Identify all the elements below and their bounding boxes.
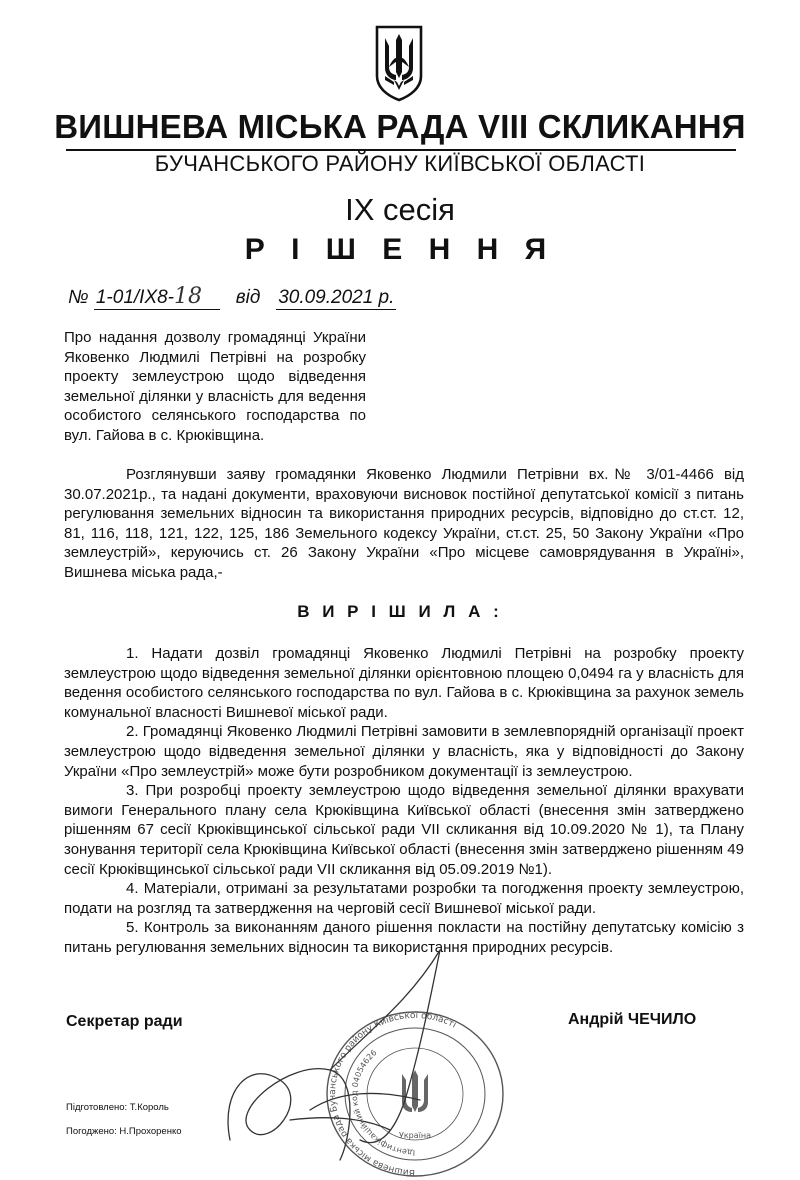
seal-code-text: Ідентифікаційний код 04054626 bbox=[349, 1048, 416, 1158]
council-title: ВИШНЕВА МІСЬКА РАДА VIII СКЛИКАННЯ bbox=[54, 108, 746, 145]
signer-name: Андрій ЧЕЧИЛО bbox=[568, 1011, 697, 1028]
from-label: від bbox=[235, 287, 261, 308]
signer-role: Секретар ради bbox=[66, 1013, 183, 1030]
decision-item: 5. Контроль за виконанням даного рішення покласти на постійну депутатську комісію з питань регулювання земельних відносин та використання природних ресурсів. bbox=[64, 919, 744, 956]
decision-date: 30.09.2021 р. bbox=[278, 287, 395, 308]
seal-outer-text: Вишнева міська рада Бучанського району Київської області bbox=[328, 1010, 458, 1178]
agreed-by: Погоджено: Н.Прохоренко bbox=[66, 1126, 182, 1137]
decision-item: 3. При розробці проекту землеустрою щодо відведення земельної ділянки врахувати вимоги Генерального плану села Крюківщина Київської області (внесення змін затверджено рішенням 67 сесії Крюківщинської сільської ради VII скликання від 10.09.2020 № 1), та Плану зонування території села Крюківщина Київської області (внесення змін затверджено рішенням 49 сесії Крюківщинської сільської ради VII скликання від 05.09.2019 №1). bbox=[64, 782, 744, 878]
handwritten-number: 18 bbox=[174, 284, 203, 309]
decision-subject: Про надання дозволу громадянці України Яковенко Людмилі Петрівні на розробку проекту землеустрою щодо відведення земельної ділянки у власність для ведення особистого селянського господарства по вул. Гайова в с. Крюківщина. bbox=[64, 329, 366, 444]
decision-number-value: 1-01/IX8- bbox=[95, 287, 175, 308]
resolved-heading: В И Р І Ш И Л А : bbox=[297, 602, 503, 621]
decision-number bbox=[94, 284, 220, 310]
number-sign: № bbox=[68, 287, 89, 308]
decision-item: 2. Громадянці Яковенко Людмилі Петрівні замовити в землевпорядній організації проект землеустрою щодо відведення земельної ділянки у власність, яка у відповідності до Закону України «Про землеустрій» може бути розробником документації із землеустрою. bbox=[64, 723, 744, 780]
district-title: БУЧАНСЬКОГО РАЙОНУ КИЇВСЬКОЇ ОБЛАСТІ bbox=[154, 151, 646, 176]
seal-country: Україна bbox=[398, 1131, 432, 1140]
session-title: IX сесія bbox=[345, 192, 455, 227]
decision-items bbox=[64, 644, 744, 958]
decision-preamble: Розглянувши заяву громадянки Яковенко Людмили Петрівни вх.№ 3/01-4466 від 30.07.2021р., та надані документи, враховуючи висновок постійної депутатської комісії з питань регулювання земельних відносин та використання природних ресурсів, відповідно до ст.ст. 12, 81, 116, 118, 121, 122, 125, 186 Земельного кодексу України, ст.ст. 25, 50 Закону України «Про землеустрій», керуючись ст. 26 Закону України «Про місцеве самоврядування в Україні», Вишнева міська рада,- bbox=[64, 466, 744, 581]
decision-item: 1. Надати дозвіл громадянці Яковенко Людмилі Петрівні на розробку проекту землеустрою щодо відведення земельної ділянки орієнтовною площею 0,0494 га у власність для ведення особистого селянського господарства по вул. Гайова в с. Крюківщина за рахунок земель комунальної власності Вишневої міської ради. bbox=[64, 645, 744, 721]
handwritten-signature bbox=[190, 940, 520, 1180]
prepared-by: Підготовлено: Т.Король bbox=[66, 1102, 169, 1113]
decision-number-line bbox=[68, 284, 396, 310]
decision-title: Р І Ш Е Н Н Я bbox=[244, 233, 556, 266]
trident-emblem-icon bbox=[372, 24, 426, 102]
decision-item: 4. Матеріали, отримані за результатами розробки та погодження проекту землеустрою, подати на розгляд та затвердження на черговій сесії Вишневої міської ради. bbox=[64, 880, 744, 917]
